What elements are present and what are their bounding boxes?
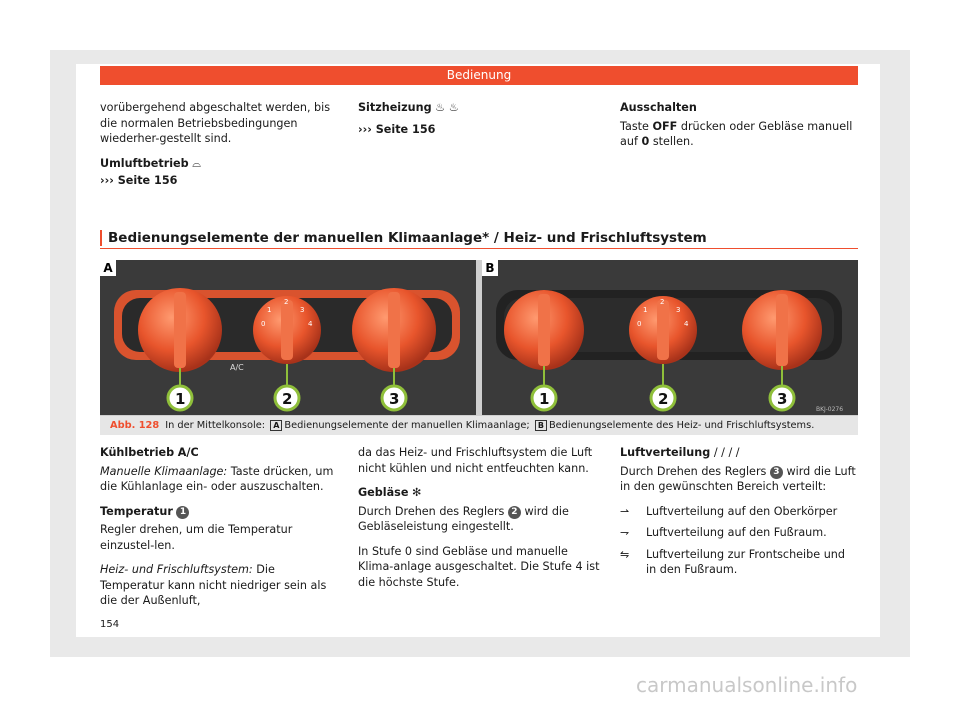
top-column-1 [100,100,338,198]
callout-badge-3: 3 [770,466,783,479]
scale-0: 0 [261,320,266,328]
windscreen-footwell-vent-icon: ⇋ [620,547,630,561]
panel-a [100,260,476,415]
luft-text-a: Durch Drehen des Reglers [620,464,767,478]
sitzheizung-heading: Sitzheizung [358,101,432,114]
figure-abb-128 [100,260,858,435]
callout-1: 1 [539,390,550,408]
temperatur-heading: Temperatur [100,504,173,518]
scale-4: 4 [684,320,689,328]
ausschalten-heading: Ausschalten [620,101,697,114]
off-key-label: OFF [652,119,678,133]
umluft-heading: Umluftbetrieb [100,156,189,170]
callout-3: 3 [389,390,400,408]
caption-box-a: A [270,420,282,431]
distribution-item [620,547,858,578]
caption-text-a: In der Mittelkonsole: [165,420,266,431]
scale-2: 2 [284,298,289,306]
callout-3: 3 [777,390,788,408]
caption-text-c: Bedienungselemente des Heiz- und Frischluftsystems. [548,420,815,431]
distribution-item-text: Luftverteilung zur Frontscheibe und in den Fußraum. [646,547,845,576]
luft-text-b: wird die Luft in den gewünschten Bereich verteilt: [620,464,856,493]
scale-2: 2 [660,298,665,306]
scale-3: 3 [300,306,305,314]
seat-heating-icon: ♨ ♨ [435,101,459,114]
intro-paragraph: vorübergehend abgeschaltet werden, bis die normalen Betriebsbedingungen wiederher-gestellt sind. [100,101,331,145]
callout-badge-1: 1 [176,506,189,519]
stufe-text: In Stufe 0 sind Gebläse und manuelle Klima-anlage ausgeschaltet. Die Stufe 4 ist die höchste Stufe. [358,544,600,589]
scale-4: 4 [308,320,313,328]
section-rule [100,248,858,249]
callout-2: 2 [282,390,293,408]
distribution-item-text: Luftverteilung auf den Oberkörper [646,504,838,518]
distribution-item [620,525,858,541]
scale-3: 3 [676,306,681,314]
callout-1: 1 [175,390,186,408]
sitzheizung-page-link[interactable]: ››› Seite 156 [358,122,436,136]
climate-console-illustration-b [482,260,858,415]
chapter-header: Bedienung [100,66,858,85]
top-column-2 [358,100,596,146]
luftverteilung-heading: Luftverteilung [620,446,711,459]
geblaese-text-b: wird die Gebläseleistung eingestellt. [358,504,569,533]
page-number: 154 [100,619,120,630]
continuation-text: da das Heiz- und Frischluftsystem die Luft nicht kühlen und nicht entfeuchten kann. [358,446,593,475]
callout-2: 2 [658,390,669,408]
geblaese-text-a: Durch Drehen des Reglers [358,504,505,518]
umluft-page-link[interactable]: ››› Seite 156 [100,174,178,187]
upper-body-vent-icon: ⇀ [620,504,630,518]
kuehlbetrieb-heading: Kühlbetrieb [100,446,175,459]
bottom-column-3 [620,445,858,584]
air-distribution-icons: / / / / [713,446,740,459]
scale-1: 1 [267,306,272,314]
scale-1: 1 [643,306,648,314]
figure-ref-code: BKJ-0276 [816,406,844,413]
ausschalten-text-a: Taste [620,119,649,133]
ac-key-label: A/C [177,446,199,459]
top-column-3 [620,100,858,159]
scale-0: 0 [637,320,642,328]
ac-button-label[interactable]: A/C [230,363,244,372]
heiz-text: Die Temperatur kann nicht niedriger sein als die der Außenluft, [100,563,327,607]
panel-a-label: A [100,260,116,276]
fan-zero-label: 0 [641,135,650,148]
caption-text-b: Bedienungselemente der manuellen Klimaanlage; [284,420,530,431]
watermark: carmanualsonline.info [636,673,858,697]
panel-b [482,260,858,415]
ausschalten-text-c: stellen. [652,135,694,148]
heiz-label: Heiz- und Frischluftsystem: [100,563,253,576]
climate-console-illustration-a [100,260,476,415]
section-title: Bedienungselemente der manuellen Klimaanlage* / Heiz- und Frischluftsystem [100,230,866,246]
panel-b-label: B [482,260,498,276]
kuehl-label: Manuelle Klimaanlage: [100,464,228,478]
temperatur-text: Regler drehen, um die Temperatur einzustel-len. [100,523,293,552]
geblaese-heading: Gebläse [358,486,409,499]
caption-box-b: B [535,420,547,431]
bottom-column-1 [100,445,340,618]
fan-icon: ✻ [411,486,422,499]
figure-number: Abb. 128 [110,420,160,431]
distribution-item-text: Luftverteilung auf den Fußraum. [646,526,827,539]
footwell-vent-icon: ⇁ [620,526,630,539]
figure-caption [100,416,858,435]
distribution-item [620,504,858,520]
callout-badge-2: 2 [508,506,521,519]
ausschalten-text-b: drücken oder Gebläse manuell auf [620,119,853,148]
recirculation-icon: ⌓ [192,156,202,170]
bottom-column-2 [358,445,602,599]
kuehl-text: Taste drücken, um die Kühlanlage ein- oder auszuschalten. [100,464,334,493]
